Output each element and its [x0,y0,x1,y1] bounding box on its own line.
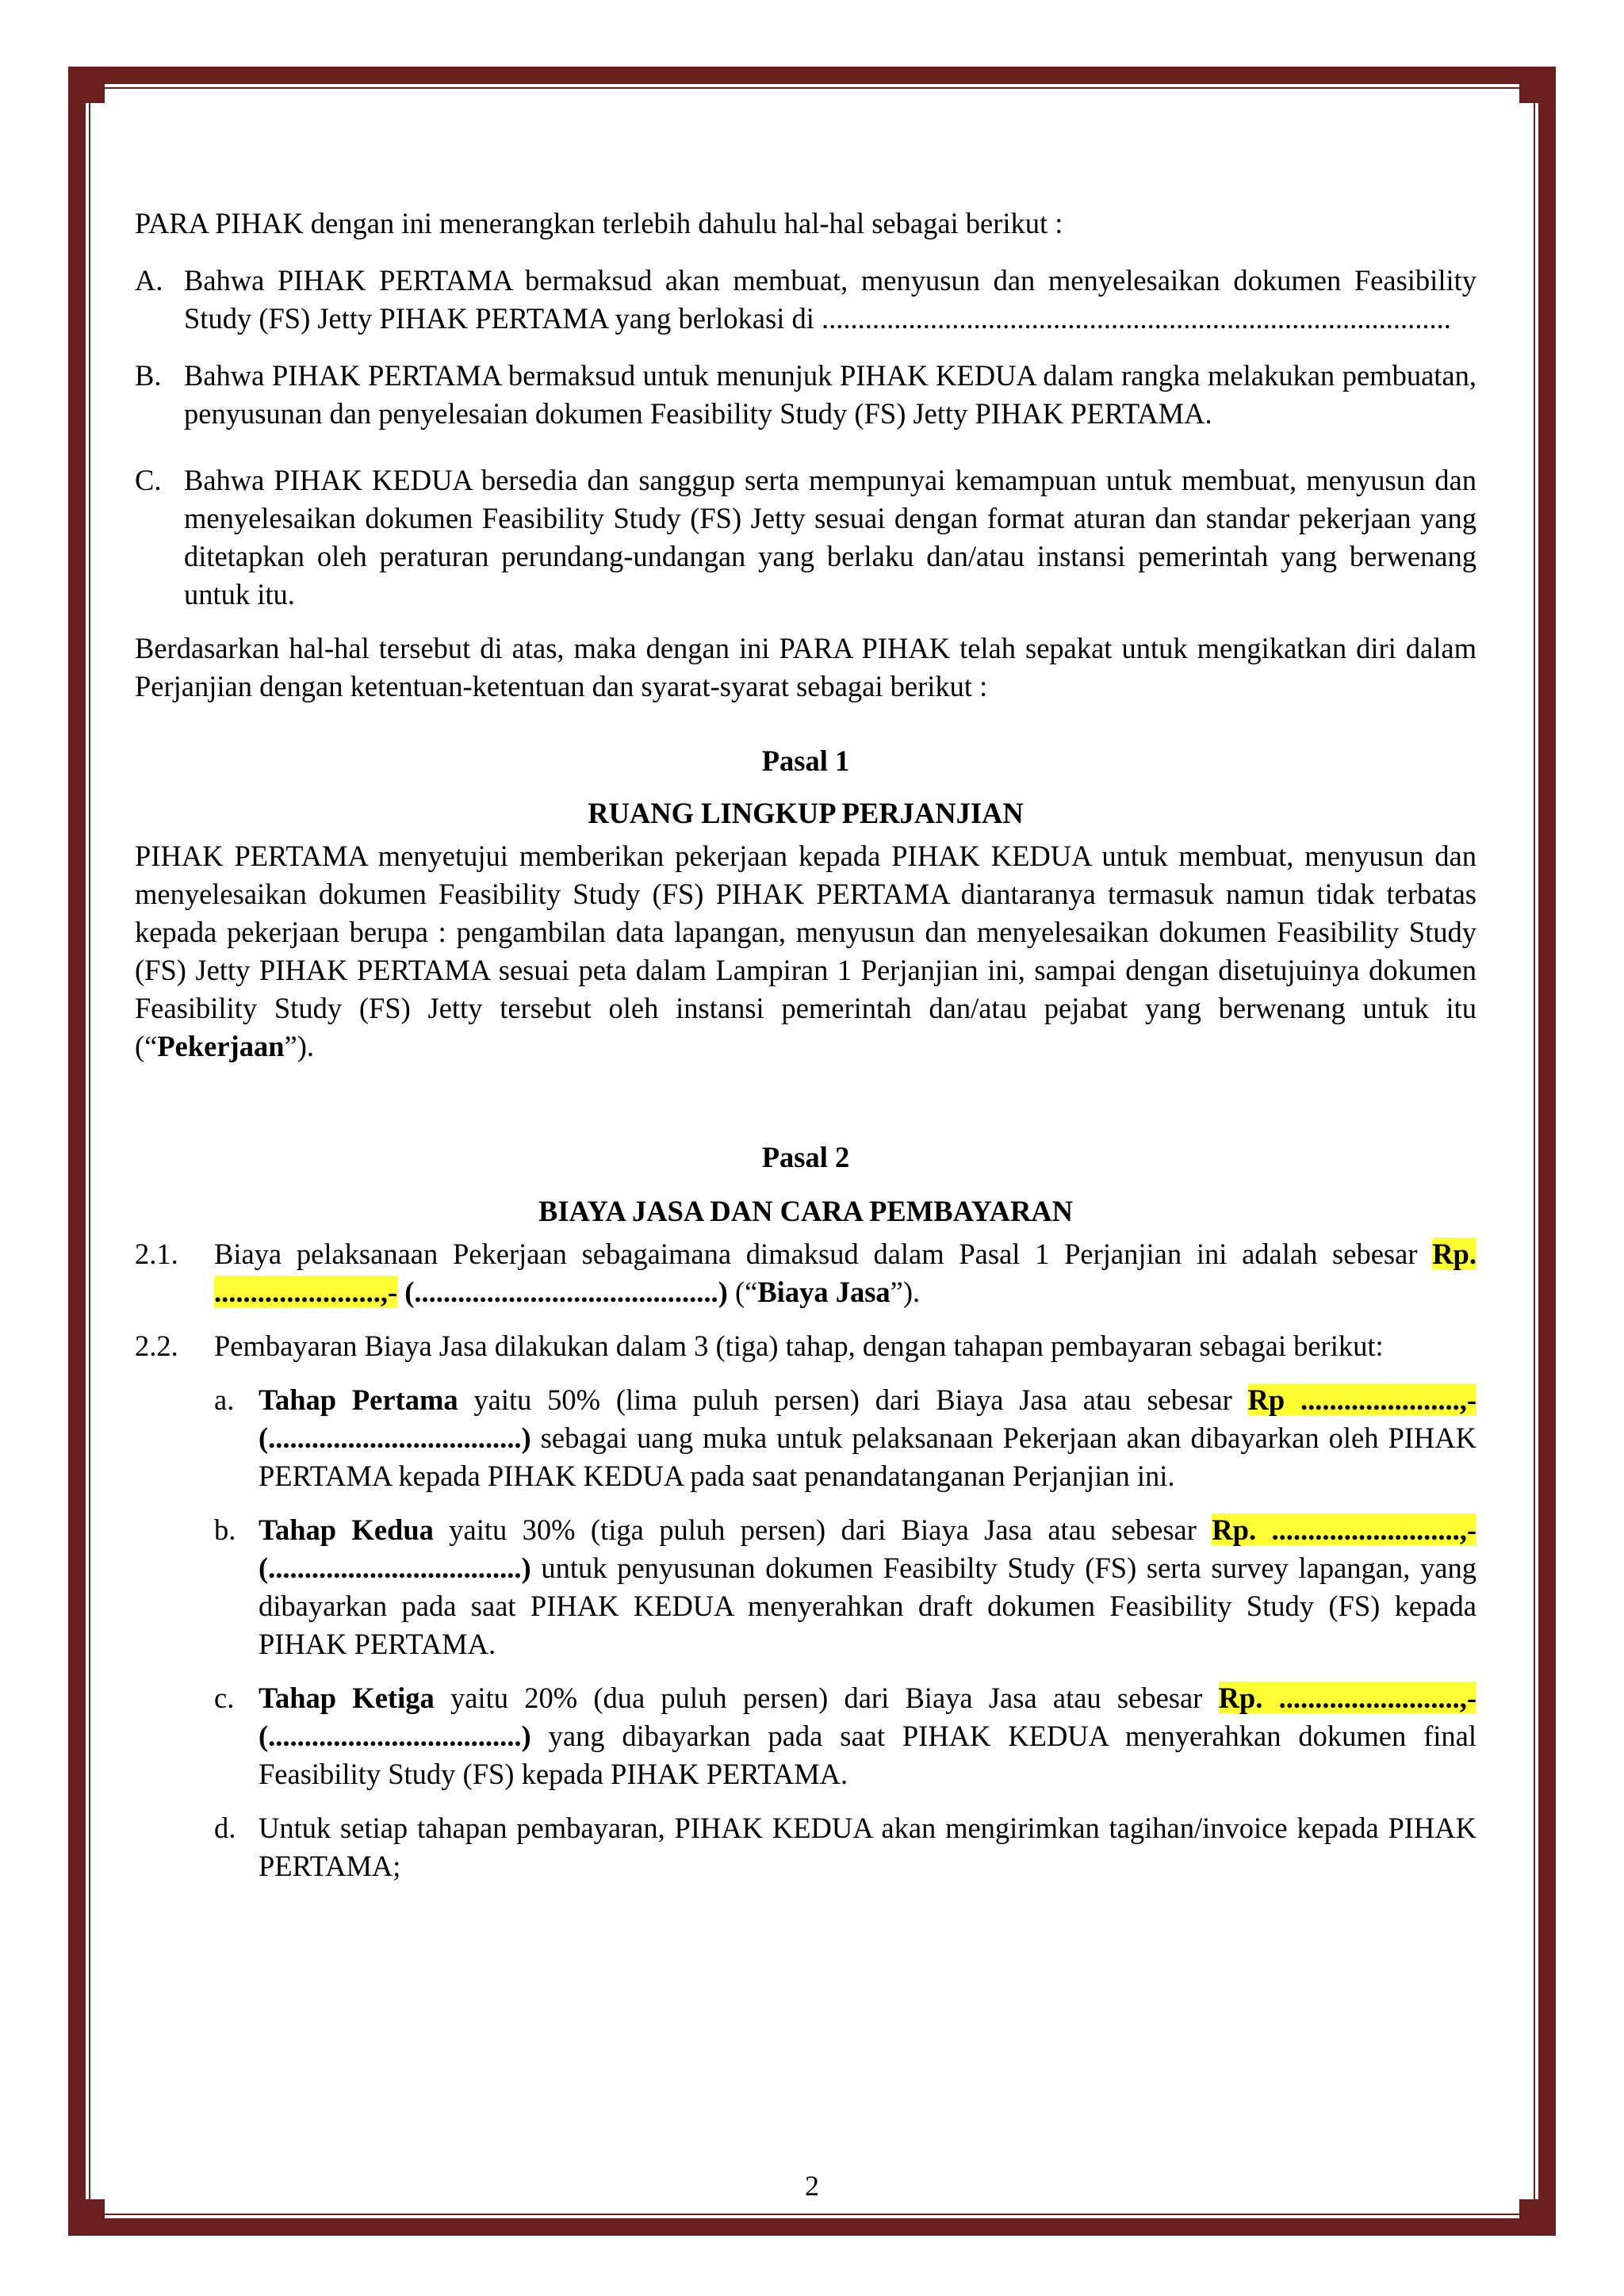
recital-a [135,262,1477,338]
stage-pre: yaitu 50% (lima puluh persen) dari Biaya Jasa atau sebesar [458,1383,1248,1416]
amount-blank: Rp. ..........................,- [1212,1513,1477,1546]
recital-c [135,461,1477,614]
clause-2-1-open: (“ [727,1276,758,1308]
clause-2-1-text: Biaya pelaksanaan Pekerjaan sebagaimana dimaksud dalam Pasal 1 Perjanjian ini adalah sebesar [214,1238,1433,1270]
agreement-paragraph: Berdasarkan hal-hal tersebut di atas, maka dengan ini PARA PIHAK telah sepakat untuk mengikatkan diri dalam Perjanjian dengan ketentuan-ketentuan dan syarat-syarat sebagai berikut : [135,632,1477,702]
stage-text [259,1511,1477,1663]
border-corner-top-right [1519,67,1556,103]
stage-post: untuk penyusunan dokumen Feasibilty Study (FS) serta survey lapangan, yang dibayarkan pada saat PIHAK KEDUA menyerahkan draft dokumen Feasibility Study (FS) kepada PIHAK PERTAMA. [259,1552,1477,1660]
stage-label: c. [214,1682,235,1714]
stage-post: sebagai uang muka untuk pelaksanaan Pekerjaan akan dibayarkan oleh PIHAK PERTAMA kepada PIHAK KEDUA pada saat penandatanganan Perjanjian ini. [259,1422,1477,1492]
stage-text [259,1679,1477,1793]
document-body [135,205,1477,1885]
amount-blank: Rp ......................,- [1247,1383,1477,1416]
pasal-1-body [135,837,1477,1066]
clause-2-1 [135,1235,1477,1311]
stage-b [214,1511,1477,1663]
recital-text: Bahwa PIHAK PERTAMA bermaksud akan membuat, menyusun dan menyelesaikan dokumen Feasibility Study (FS) Jetty PIHAK PERTAMA yang berlokasi di ....................................................................................... [184,264,1477,335]
amount-blank: Rp. .........................,- [1218,1682,1477,1714]
recital-label: A. [135,264,163,297]
recital-label: C. [135,464,162,496]
recital-label: B. [135,359,162,392]
defined-term-pekerjaan: Pekerjaan [157,1030,285,1062]
stage-label: a. [214,1383,235,1416]
stage-c [214,1679,1477,1793]
stage-label: b. [214,1513,236,1546]
amount-words-blank: (...................................) [259,1720,531,1752]
clause-label: 2.1. [135,1238,178,1270]
pasal-1-body-end: ”). [284,1030,314,1062]
stage-text: Untuk setiap tahapan pembayaran, PIHAK KEDUA akan mengirimkan tagihan/invoice kepada PIHAK PERTAMA; [259,1812,1477,1882]
pasal-1-title: RUANG LINGKUP PERJANJIAN [588,797,1024,829]
amount-words-blank: (..........................................) [397,1276,728,1308]
recital-b [135,357,1477,433]
stage-name: Tahap Pertama [259,1383,458,1416]
stage-name: Tahap Kedua [259,1513,434,1546]
payment-stages [135,1381,1477,1885]
stage-a [214,1381,1477,1495]
amount-blank: Rp. .......................,- [214,1238,1477,1308]
clause-text: Pembayaran Biaya Jasa dilakukan dalam 3 (tiga) tahap, dengan tahapan pembayaran sebagai berikut: [214,1330,1384,1362]
stage-post: yang dibayarkan pada saat PIHAK KEDUA menyerahkan dokumen final Feasibility Study (FS) kepada PIHAK PERTAMA. [259,1720,1477,1790]
page-number: 2 [805,2170,819,2202]
amount-words-blank: (...................................) [259,1552,531,1584]
border-corner-bottom-left [68,2199,105,2236]
pasal-1-number: Pasal 1 [761,744,850,777]
recital-text: Bahwa PIHAK PERTAMA bermaksud untuk menunjuk PIHAK KEDUA dalam rangka melakukan pembuatan, penyusunan dan penyelesaian dokumen Feasibility Study (FS) Jetty PIHAK PERTAMA. [184,359,1477,430]
amount-words-blank: (...................................) [259,1422,531,1454]
stage-pre: yaitu 30% (tiga puluh persen) dari Biaya Jasa atau sebesar [433,1513,1212,1546]
stage-text [259,1381,1477,1495]
stage-label: d. [214,1812,236,1844]
clause-label: 2.2. [135,1330,178,1362]
stage-name: Tahap Ketiga [259,1682,435,1714]
border-corner-top-left [68,67,105,103]
stage-pre: yaitu 20% (dua puluh persen) dari Biaya Jasa atau sebesar [434,1682,1219,1714]
clause-2-1-close: ”). [890,1276,921,1308]
pasal-2-number: Pasal 2 [761,1141,850,1173]
defined-term-biaya-jasa: Biaya Jasa [757,1276,891,1308]
border-corner-bottom-right [1519,2199,1556,2236]
recital-text: Bahwa PIHAK KEDUA bersedia dan sanggup serta mempunyai kemampuan untuk membuat, menyusun dan menyelesaikan dokumen Feasibility Study (FS) Jetty sesuai dengan format aturan dan standar pekerjaan yang ditetapkan oleh peraturan perundang-undangan yang berlaku dan/atau instansi pemerintah yang berwenang untuk itu. [184,464,1477,610]
pasal-1-body-text: PIHAK PERTAMA menyetujui memberikan pekerjaan kepada PIHAK KEDUA untuk membuat, menyusun dan menyelesaikan dokumen Feasibility Study (FS) PIHAK PERTAMA diantaranya termasuk namun tidak terbatas kepada pekerjaan berupa : pengambilan data lapangan, menyusun dan menyelesaikan dokumen Feasibility Study (FS) Jetty PIHAK PERTAMA sesuai peta dalam Lampiran 1 Perjanjian ini, sampai dengan disetujuinya dokumen Feasibility Study (FS) Jetty tersebut oleh instansi pemerintah dan/atau pejabat yang berwenang untuk itu (“ [135,840,1477,1062]
clause-text [214,1235,1477,1311]
pasal-2-title: BIAYA JASA DAN CARA PEMBAYARAN [538,1195,1074,1227]
clause-2-2 [135,1327,1477,1365]
stage-d [214,1809,1477,1885]
intro-paragraph: PARA PIHAK dengan ini menerangkan terlebih dahulu hal-hal sebagai berikut : [135,207,1063,239]
